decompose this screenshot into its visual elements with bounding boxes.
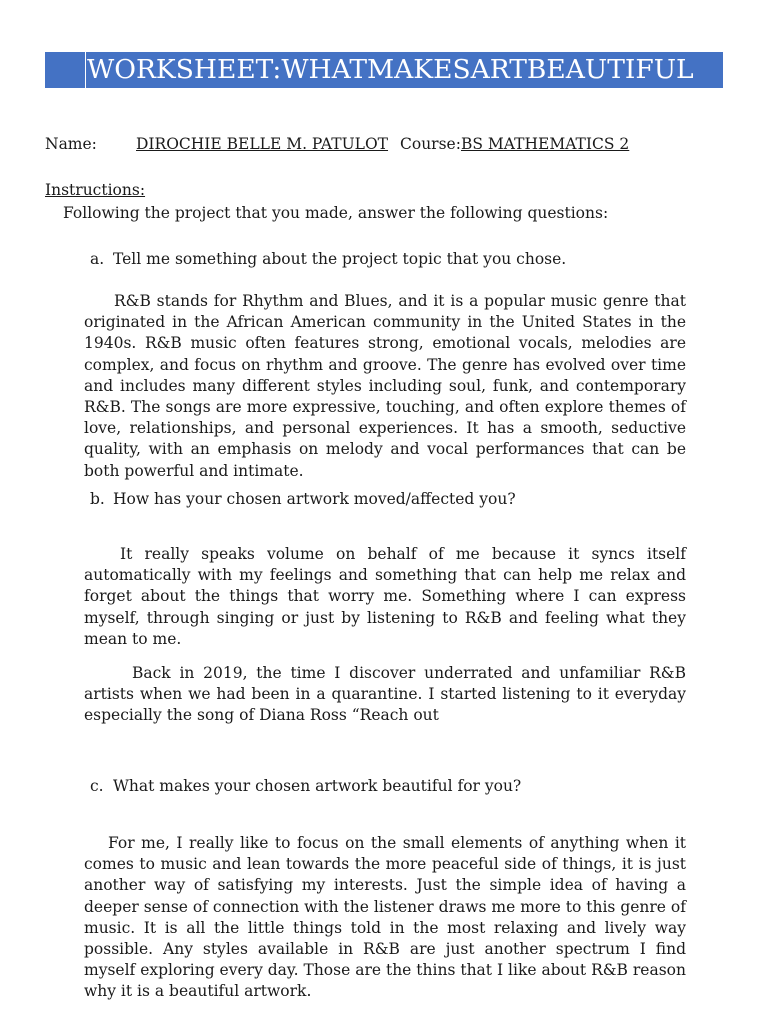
question-text: Tell me something about the project topic that you chose. xyxy=(113,250,567,268)
question-a xyxy=(90,249,566,270)
course-value: BS MATHEMATICS 2 xyxy=(461,135,630,153)
title-banner-divider xyxy=(85,52,86,88)
page-title: WORKSHEET:WHATMAKESARTBEAUTIFUL xyxy=(87,54,694,85)
question-text: How has your chosen artwork moved/affected you? xyxy=(113,490,516,508)
instructions-text: Following the project that you made, answer the following questions: xyxy=(63,204,609,222)
question-c xyxy=(90,776,521,797)
question-marker: c. xyxy=(90,777,104,795)
instructions-heading: Instructions: xyxy=(45,181,146,199)
question-marker: b. xyxy=(90,490,105,508)
course-label: Course: xyxy=(400,135,461,153)
answer-b-paragraph-1: It really speaks volume on behalf of me because it syncs itself automatically with my feelings and something that can help me relax and forget about the things that worry me. Something where I can express myself, through singing or just by listening to R&B and feeling what they mean to me. xyxy=(84,545,686,648)
question-marker: a. xyxy=(90,250,105,268)
answer-a-paragraph: R&B stands for Rhythm and Blues, and it is a popular music genre that originated in the African American community in the United States in the 1940s. R&B music often features strong, emotional vocals, melodies are complex, and focus on rhythm and groove. The genre has evolved over time and includes many different styles including soul, funk, and contemporary R&B. The songs are more expressive, touching, and often explore themes of love, relationships, and personal experiences. It has a smooth, seductive quality, with an emphasis on melody and vocal performances that can be both powerful and intimate. xyxy=(84,292,686,480)
name-value: DIROCHIE BELLE M. PATULOT xyxy=(136,135,389,153)
title-banner xyxy=(45,52,723,88)
answer-c-paragraph: For me, I really like to focus on the small elements of anything when it comes to music and lean towards the more peaceful side of things, it is just another way of satisfying my interests. Just the simple idea of having a deeper sense of connection with the listener draws me more to this genre of music. It is all the little things told in the most relaxing and lively way possible. Any styles available in R&B are just another spectrum I find myself exploring every day. Those are the thins that I like about R&B reason why it is a beautiful artwork. xyxy=(84,834,686,1001)
name-label: Name: xyxy=(45,135,97,153)
answer-b-paragraph-2: Back in 2019, the time I discover underrated and unfamiliar R&B artists when we had been in a quarantine. I started listening to it everyday especially the song of Diana Ross “Reach out xyxy=(84,664,686,725)
question-b xyxy=(90,489,516,510)
question-text: What makes your chosen artwork beautiful for you? xyxy=(113,777,522,795)
